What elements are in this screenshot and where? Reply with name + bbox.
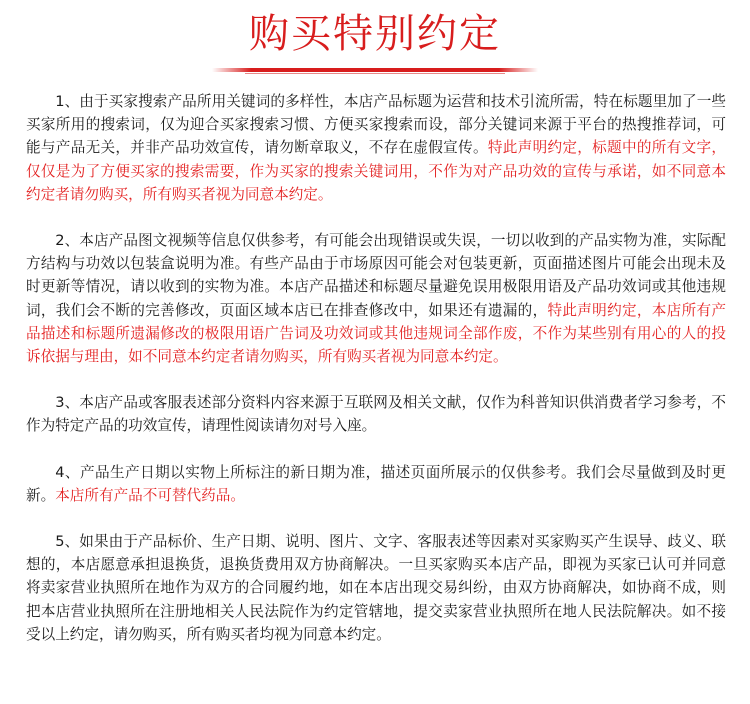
term-1-highlight: 特此声明约定，标题中的所有文字，仅仅是为了方便买家的搜索需要，作为买家的搜索关键词用，不作为对产品功效的宣传与承诺，如不同意本约定者请勿购买，所有购买者视为同意本约定。 [26,139,726,203]
term-paragraph-5 [26,530,726,646]
term-paragraph-1 [26,90,726,206]
term-1-text: 1、由于买家搜索产品所用关键词的多样性，本店产品标题为运营和技术引流所需，特在标题里加了一些买家所用的搜索词，仅为迎合买家搜索习惯、方便买家搜索而设，部分关键词来源于平台的热搜推荐词，可能与产品无关，并非产品功效宣传，请勿断章取义，不存在虚假宣传。 [26,93,726,157]
term-paragraph-3 [26,391,726,437]
term-2-highlight: 特此声明约定，本店所有产品描述和标题所遗漏修改的极限用语广告词及功效词或其他违规词全部作废，不作为某些别有用心的人的投诉依据与理由，如不同意本约定者请勿购买，所有购买者视为同意本约定。 [26,301,726,366]
term-paragraph-2 [26,229,726,368]
term-3-text: 3、本店产品或客服表述部分资料内容来源于互联网及相关文献，仅作为科普知识供消费者学习参考，不作为特定产品的功效宣传，请理性阅读请勿对号入座。 [26,394,726,435]
term-4-text: 4、产品生产日期以实物上所标注的新日期为准，描述页面所展示的仅供参考。我们会尽量做到及时更新。 [26,463,726,504]
term-2-text: 2、本店产品图文视频等信息仅供参考，有可能会出现错误或失误，一切以收到的产品实物为准，实际配方结构与功效以包装盒说明为准。有些产品由于市场原因可能会对包装更新，页面描述图片可能会出现未及时更新等情况，请以收到的实物为准。本店产品描述和标题尽量避免误用极限用语及产品功效词或其他违规词，我们会不断的完善修改，页面区域本店已在排查修改中，如果还有遗漏的， [26,232,726,319]
term-4-highlight: 本店所有产品不可替代药品。 [55,486,245,504]
term-5-text: 5、如果由于产品标价、生产日期、说明、图片、文字、客服表述等因素对买家购买产生误导、歧义、联想的，本店愿意承担退换货，退换货费用双方协商解决。一旦买家购买本店产品，即视为买家已认可并同意将卖家营业执照所在地作为双方的合同履约地，如在本店出现交易纠纷，由双方协商解决，如协商不成，则把本店营业执照所在注册地相关人民法院作为约定管辖地，提交卖家营业执照所在地人民法院解决。如不接受以上约定，请勿购买，所有购买者均视为同意本约定。 [26,533,726,643]
title-underline-thin [245,73,505,74]
title-underline [212,68,538,72]
page-title: 购买特别约定 [249,11,501,57]
term-paragraph-4 [26,461,726,507]
terms-body [26,90,726,669]
